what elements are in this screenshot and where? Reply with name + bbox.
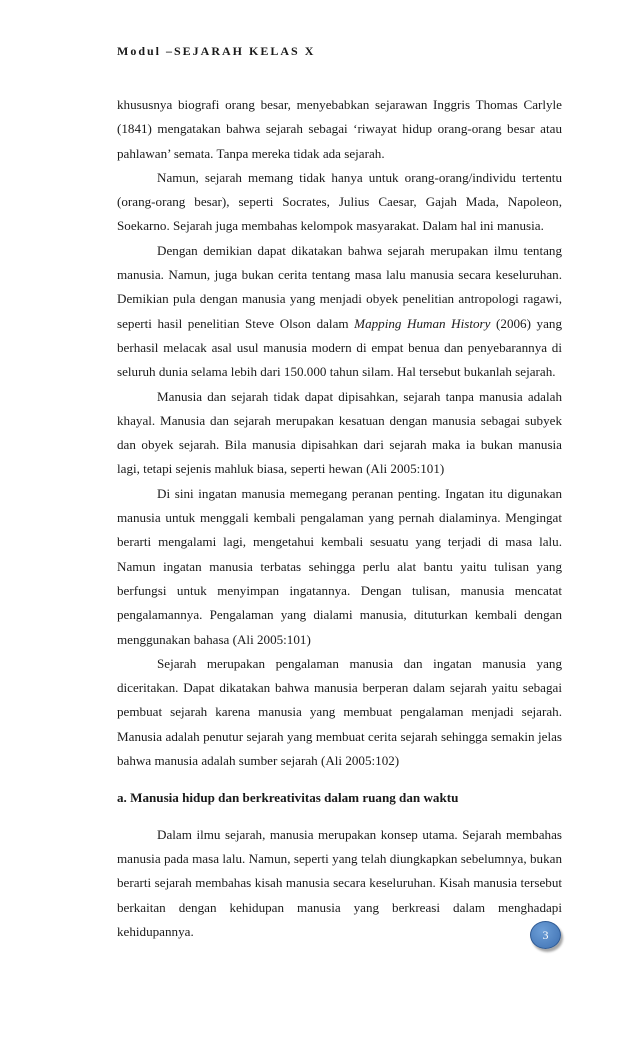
paragraph-manusia-sejarah: Manusia dan sejarah tidak dapat dipisahkan, sejarah tanpa manusia adalah khayal. Manusia dan sejarah merupakan kesatuan dengan manusia sebagai subyek dan obyek sejarah. Bila manusia dipisahkan dari sejarah maka ia bukan manusia lagi, tetapi sejenis mahluk biasa, seperti hewan (Ali 2005:101) — [117, 388, 562, 477]
paragraph-olson — [117, 239, 562, 385]
section-heading: a. Manusia hidup dan berkreativitas dalam ruang dan waktu — [117, 790, 459, 806]
body-text — [117, 93, 562, 944]
paragraph-continuation: khususnya biografi orang besar, menyebabkan sejarawan Inggris Thomas Carlyle (1841) mengatakan bahwa sejarah sebagai ‘riwayat hidup orang-orang besar atau pahlawan’ semata. Tanpa mereka tidak ada sejarah. — [117, 97, 562, 161]
paragraph-ingatan: Di sini ingatan manusia memegang peranan penting. Ingatan itu digunakan manusia untuk menggali kembali pengalaman yang pernah dialaminya. Mengingat berarti mengalami lagi, mengetahui kembali sesuatu yang terjadi di masa lalu. Namun ingatan manusia terbatas sehingga perlu alat bantu yaitu tulisan yang berfungsi untuk menyimpan ingatannya. Dengan tulisan, manusia mencatat pengalamannya. Pengalaman yang dialami manusia, dituturkan kembali dengan menggunakan bahasa (Ali 2005:101) — [117, 485, 562, 647]
paragraph-pengalaman: Sejarah merupakan pengalaman manusia dan ingatan manusia yang diceritakan. Dapat dikatakan bahwa manusia berperan dalam sejarah yaitu sebagai pembuat sejarah karena manusia yang membuat pengalaman menjadi sejarah. Manusia adalah penutur sejarah yang membuat cerita sejarah sehingga semakin jelas bahwa manusia adalah sumber sejarah (Ali 2005:102) — [117, 655, 562, 769]
paragraph-olson-text-after: (2006) yang berhasil melacak asal usul manusia modern di empat benua dan penyebarannya di seluruh dunia selama lebih dari 150.000 tahun silam. Hal tersebut bukanlah sejarah. — [117, 315, 562, 380]
paragraph-olson-text-before: Dengan demikian dapat dikatakan bahwa sejarah merupakan ilmu tentang manusia. Namun, juga bukan cerita tentang masa lalu manusia secara keseluruhan. Demikian pula dengan manusia yang menjadi obyek penelitian antropologi ragawi, seperti hasil penelitian Steve Olson dalam — [117, 242, 562, 331]
book-title-italic: Mapping Human History — [354, 315, 491, 331]
running-header: Modul –SEJARAH KELAS X — [117, 44, 316, 58]
paragraph-individuals: Namun, sejarah memang tidak hanya untuk orang-orang/individu tertentu (orang-orang besar), seperti Socrates, Julius Caesar, Gajah Mada, Napoleon, Soekarno. Sejarah juga membahas kelompok masyarakat. Dalam hal ini manusia. — [117, 169, 562, 234]
paragraph-section-a: Dalam ilmu sejarah, manusia merupakan konsep utama. Sejarah membahas manusia pada masa lalu. Namun, seperti yang telah diungkapkan sebelumnya, bukan berarti sejarah membahas kisah manusia secara keseluruhan. Kisah manusia tersebut berkaitan dengan kehidupan manusia yang berkreasi dalam menghadapi kehidupannya. — [117, 826, 562, 939]
page-number-badge: 3 — [530, 921, 561, 949]
